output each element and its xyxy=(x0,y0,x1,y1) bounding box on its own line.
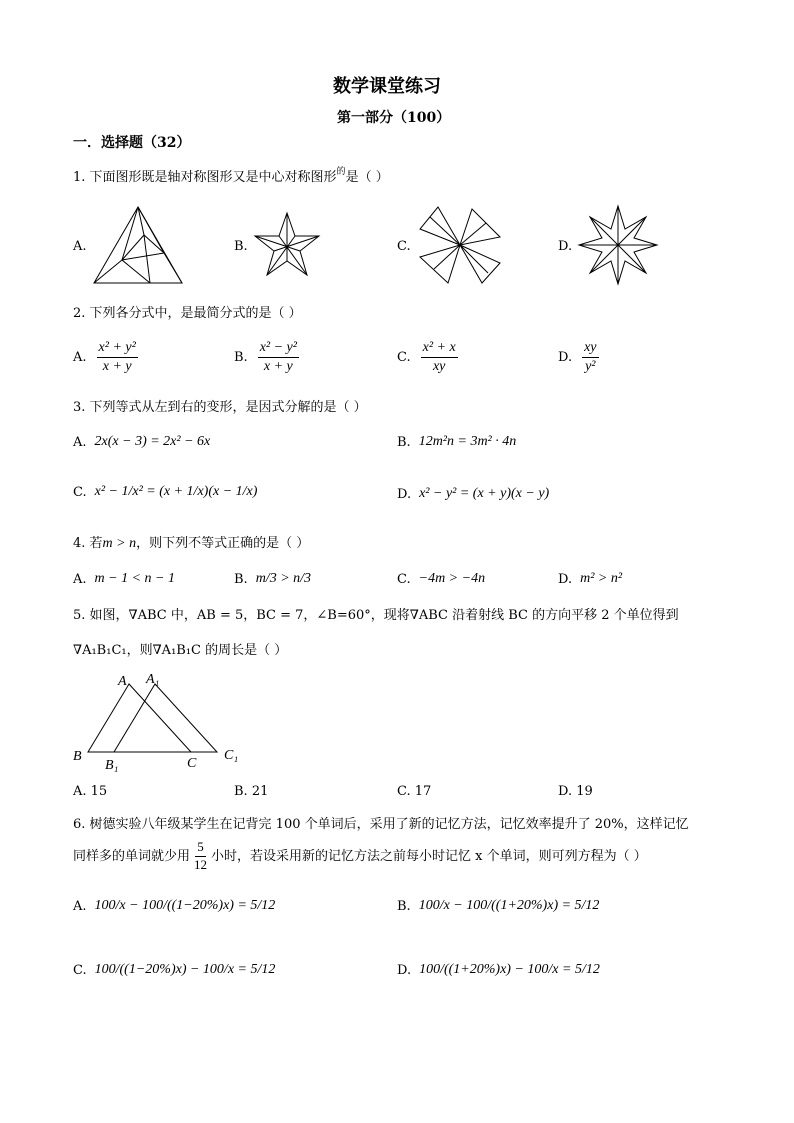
q1-option-d-label: D. xyxy=(558,239,573,254)
q5-label-C: C xyxy=(187,756,197,771)
q2-option-d xyxy=(558,340,601,375)
question-4-condition: m > n xyxy=(102,536,137,551)
q3-option-a-label: A. xyxy=(73,434,87,450)
q5-option-d: D. 19 xyxy=(558,784,593,799)
q5-option-b: B. 21 xyxy=(234,784,269,799)
q6-option-b-label: B. xyxy=(397,898,411,914)
q6-option-d-label: D. xyxy=(397,962,412,978)
q4-option-c-label: C. xyxy=(397,571,411,587)
q4-a-expression: m − 1 < n − 1 xyxy=(94,571,175,586)
question-6-line-2-post: 小时，若设采用新的记忆方法之前每小时记忆 x 个单词，则可列方程为（ ） xyxy=(211,848,647,864)
page-subtitle: 第一部分（100） xyxy=(337,110,451,126)
q5-label-C1: C₁ xyxy=(224,748,239,763)
q2-option-a-label: A. xyxy=(73,350,87,366)
question-5-line-1: 5. 如图，∇ABC 中，AB = 5，BC = 7，∠B=60°，现将∇ABC 沿着射线 BC 的方向平移 2 个单位得到 xyxy=(73,608,679,623)
q5-label-B1: B₁ xyxy=(105,758,119,773)
q4-option-d-label: D. xyxy=(558,571,573,587)
q1-figure-a-triangle xyxy=(92,205,184,285)
question-1-stem-end: 是（ ） xyxy=(345,170,389,185)
q3-option-a xyxy=(73,434,210,450)
q5-label-B: B xyxy=(73,749,82,764)
q2-option-d-label: D. xyxy=(558,350,573,366)
q6-b-expression: 100/x − 100/((1+20%)x) = 5/12 xyxy=(418,898,600,913)
q3-d-expression: x² − y² = (x + y)(x − y) xyxy=(419,486,550,501)
q4-c-expression: −4m > −4n xyxy=(418,571,486,586)
q1-option-b-label: B. xyxy=(234,239,248,254)
q2-d-numerator: xy xyxy=(582,340,598,358)
q3-b-expression: 12m²n = 3m² · 4n xyxy=(418,434,517,449)
q6-option-d xyxy=(397,962,600,978)
q3-option-d xyxy=(397,486,549,502)
q2-d-denominator: y² xyxy=(585,359,596,375)
q2-option-a xyxy=(73,340,140,375)
q1-figure-d-eight-point-star xyxy=(578,205,658,285)
question-6-line-1: 6. 树德实验八年级某学生在记背完 100 个单词后，采用了新的记忆方法，记忆效率提升了 20%，这样记忆 xyxy=(73,817,689,832)
question-1-stem xyxy=(73,168,389,184)
q2-option-b-label: B. xyxy=(234,350,248,366)
q3-option-d-label: D. xyxy=(397,486,412,502)
q3-option-c xyxy=(73,484,257,500)
q6-stem-fraction-num: 5 xyxy=(195,840,206,857)
q4-option-d xyxy=(558,571,622,587)
question-2-stem: 2. 下列各分式中，是最简分式的是（ ） xyxy=(73,306,302,321)
q3-option-b xyxy=(397,434,516,450)
q2-c-numerator: x² + x xyxy=(421,340,458,358)
q5-translation-figure xyxy=(86,684,222,754)
q1-option-a-label: A. xyxy=(73,239,87,254)
q1-figure-c-pinwheel xyxy=(416,205,504,285)
q4-option-a xyxy=(73,571,175,587)
q4-d-expression: m² > n² xyxy=(580,571,623,586)
question-4-stem xyxy=(73,537,309,551)
q2-option-c xyxy=(397,340,460,375)
q5-option-c: C. 17 xyxy=(397,784,432,799)
q6-option-c-label: C. xyxy=(73,962,87,978)
section-heading: 一．选择题（32） xyxy=(73,135,191,151)
q6-option-a xyxy=(73,898,275,914)
q2-b-denominator: x + y xyxy=(263,359,293,375)
q4-option-a-label: A. xyxy=(73,571,87,587)
q2-b-numerator: x² − y² xyxy=(258,340,299,358)
question-6-line-2 xyxy=(73,840,647,873)
q3-c-expression: x² − 1/x² = (x + 1/x)(x − 1/x) xyxy=(94,484,258,499)
q3-option-b-label: B. xyxy=(397,434,411,450)
q5-label-A1: A₁ xyxy=(146,672,160,687)
question-1-artifact: 的 xyxy=(336,167,346,177)
q4-b-expression: m/3 > n/3 xyxy=(255,571,312,586)
q3-a-expression: 2x(x − 3) = 2x² − 6x xyxy=(94,434,211,449)
question-5-line-2: ∇A₁B₁C₁，则∇A₁B₁C 的周长是（ ） xyxy=(73,643,288,658)
q6-option-c xyxy=(73,962,275,978)
q6-c-expression: 100/((1−20%)x) − 100/x = 5/12 xyxy=(94,962,276,977)
q2-a-numerator: x² + y² xyxy=(97,340,138,358)
question-3-stem: 3. 下列等式从左到右的变形，是因式分解的是（ ） xyxy=(73,400,367,415)
q3-option-c-label: C. xyxy=(73,484,87,500)
q2-a-denominator: x + y xyxy=(102,359,132,375)
q2-option-c-label: C. xyxy=(397,350,411,366)
question-4-stem-pre: 4. 若 xyxy=(73,536,103,551)
page-title: 数学课堂练习 xyxy=(333,76,441,97)
q1-figure-b-star xyxy=(254,212,320,276)
q6-a-expression: 100/x − 100/((1−20%)x) = 5/12 xyxy=(94,898,276,913)
q5-label-A: A xyxy=(118,674,127,689)
q2-c-denominator: xy xyxy=(432,359,446,375)
q6-option-b xyxy=(397,898,599,914)
q4-option-b-label: B. xyxy=(234,571,248,587)
q6-d-expression: 100/((1+20%)x) − 100/x = 5/12 xyxy=(419,962,600,977)
question-1-stem-text: 1. 下面图形既是轴对称图形又是中心对称图形 xyxy=(73,170,337,185)
question-4-stem-post: ，则下列不等式正确的是（ ） xyxy=(136,536,310,551)
q4-option-b xyxy=(234,571,311,587)
q6-stem-fraction-den: 12 xyxy=(194,856,208,872)
question-6-line-2-pre: 同样多的单词就少用 xyxy=(73,848,191,864)
q6-option-a-label: A. xyxy=(73,898,87,914)
q2-option-b xyxy=(234,340,301,375)
q5-option-a: A. 15 xyxy=(73,784,108,799)
q4-option-c xyxy=(397,571,485,587)
q1-option-c-label: C. xyxy=(397,239,411,254)
